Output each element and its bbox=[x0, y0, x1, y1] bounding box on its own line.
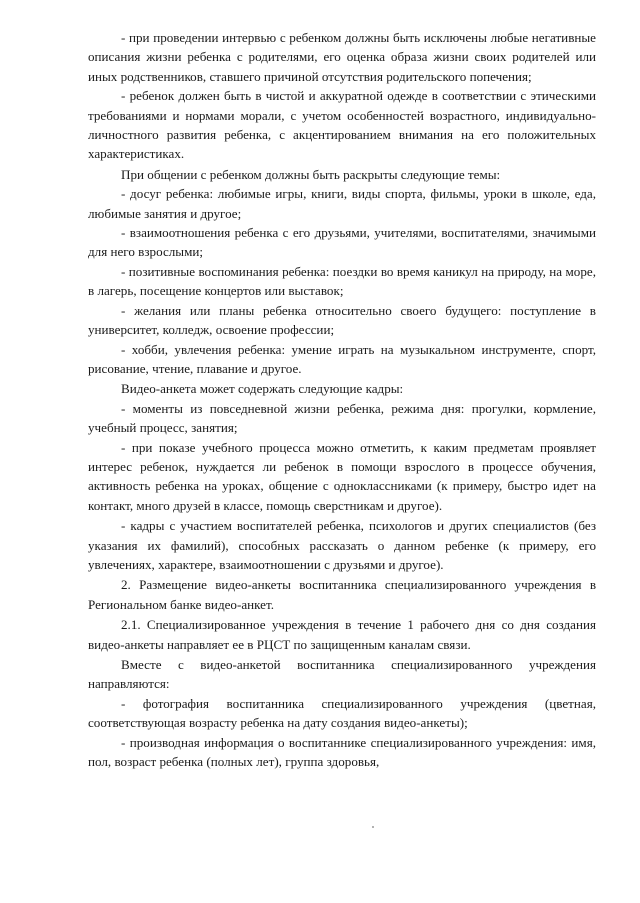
document-page bbox=[88, 28, 596, 771]
paragraph-frame-education: - при показе учебного процесса можно отметить, к каким предметам проявляет интерес ребенок, нуждается ли ребенок в помощи взрослого в процессе обучения, активность ребенка на уроках, общение с одноклассниками (к примеру, быстро идет на контакт, много друзей в классе, помощь сверстникам и другое). bbox=[88, 439, 596, 513]
paragraph-topic-hobbies: - хобби, увлечения ребенка: умение играть на музыкальном инструменте, спорт, рисование, чтение, плавание и другое. bbox=[88, 341, 596, 376]
paragraph-topic-leisure: - досуг ребенка: любимые игры, книги, виды спорта, фильмы, уроки в школе, еда, любимые занятия и другое; bbox=[88, 186, 596, 221]
paragraph-topic-future-plans: - желания или планы ребенка относительно своего будущего: поступление в университет, колледж, освоение профессии; bbox=[88, 302, 596, 338]
paragraph-topic-memories: - позитивные воспоминания ребенка: поездки во время каникул на природу, на море, в лагерь, посещение концертов или выставок; bbox=[88, 263, 596, 299]
paragraph-attachment-info: - производная информация о воспитаннике специализированного учреждения: имя, пол, возраст ребенка (полных лет), группа здоровья, bbox=[88, 734, 596, 770]
scan-speck bbox=[372, 826, 374, 828]
paragraph-clothing-requirements: - ребенок должен быть в чистой и аккуратной одежде в соответствии с этическими требованиями и нормами морали, с учетом особенностей возрастного, индивидуально-личностного развития ребенка, с акцентированием внимания на его положительных характеристиках. bbox=[88, 88, 596, 162]
paragraph-attachment-photo: - фотография воспитанника специализированного учреждения (цветная, соответствующая возрасту ребенка на дату создания видео-анкеты); bbox=[88, 695, 596, 731]
paragraph-section-2-1: 2.1. Специализированное учреждения в течение 1 рабочего дня со дня создания видео-анкеты направляет ее в РЦСТ по защищенным каналам связи. bbox=[88, 617, 596, 652]
paragraph-topics-intro: При общении с ребенком должны быть раскрыты следующие темы: bbox=[121, 166, 501, 182]
paragraph-interview-restrictions: - при проведении интервью с ребенком должны быть исключены любые негативные описания жизни ребенка с родителями, его оценка образа жизни своих родителей или иных родственников, ставшего причиной отсутствия родительского попечения; bbox=[88, 30, 596, 84]
paragraph-frames-intro: Видео-анкета может содержать следующие кадры: bbox=[121, 381, 404, 397]
paragraph-frame-daily-life: - моменты из повседневной жизни ребенка, режима дня: прогулки, кормление, учебный процесс, занятия; bbox=[88, 400, 596, 436]
paragraph-attachments-intro: Вместе с видео-анкетой воспитанника специализированного учреждения направляются: bbox=[88, 657, 596, 692]
paragraph-section-2-heading: 2. Размещение видео-анкеты воспитанника специализированного учреждения в Региональном банке видео-анкет. bbox=[88, 577, 596, 612]
paragraph-frame-specialists: - кадры с участием воспитателей ребенка, психологов и других специалистов (без указания их фамилий), способных рассказать о данном ребенке (к примеру, его увлечениях, характере, взаимоотношении с друзьями и другое). bbox=[88, 518, 596, 572]
paragraph-topic-relationships: - взаимоотношения ребенка с его друзьями, учителями, воспитателями, значимыми для него взрослыми; bbox=[88, 225, 596, 260]
